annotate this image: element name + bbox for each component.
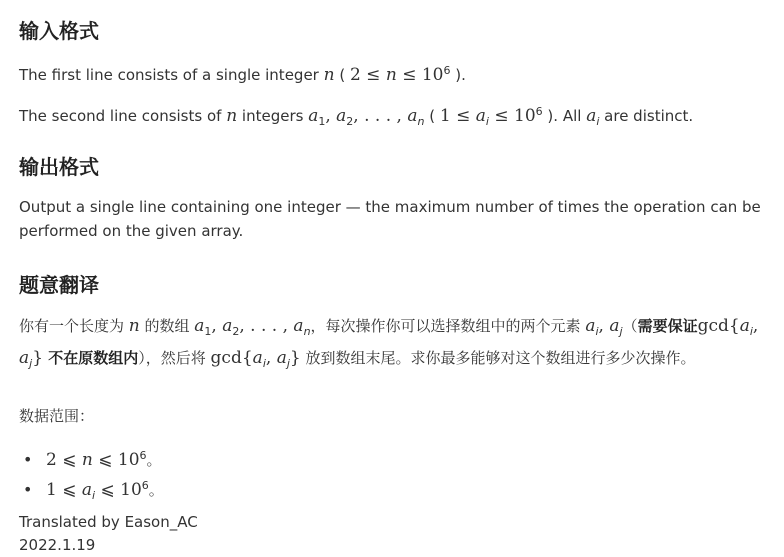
translator-credit: Translated by Eason_AC [19,513,198,531]
le-sign: ≤ [450,106,476,126]
trans-text: 放到数组末尾。求你最多能够对这个数组进行多少次操作。 [300,349,696,367]
output-description: Output a single line containing one integer — the maximum number of times the operation can be performed on the given array. [19,198,761,240]
lower-bound: 2 [46,450,57,470]
paren-close: ). [450,66,466,84]
var-n: n [385,65,397,85]
range-label: 数据范围： [19,407,95,425]
subscript: n [417,115,425,128]
constraint-item: • 1 ⩽ $a_i$ ⩽ $10^6$。 [19,473,164,508]
var-a: a [81,480,93,500]
power-base: 10 [514,106,536,126]
distinct-text: are distinct. [599,107,694,125]
subscript: 1 [318,115,326,128]
translation-date: 2022.1.19 [19,536,96,554]
translation-heading: 题意翻译 [19,273,99,297]
var-a: a [194,316,205,336]
subscript: i [92,489,96,502]
input-format-heading: 输入格式 [19,19,99,43]
lower-bound: 1 [439,106,451,126]
input-line-1-text: The first line consists of a single integer [19,66,324,84]
gcd-fn: gcd [210,348,242,368]
trans-text: ，每次操作你可以选择数组中的两个元素 [310,317,586,335]
constraint-item: • 2 ⩽ n ⩽ $10^6$。 [19,443,164,473]
ellipsis: , . . . , [353,106,408,126]
period: 。 [148,481,164,499]
var-a: a [407,106,418,126]
var-n: n [226,106,238,126]
le-sign: ≤ [396,65,422,85]
gcd-fn: gcd [697,316,729,336]
var-a: a [336,106,347,126]
bold-condition: 不在原数组内 [43,349,139,367]
power-base: 10 [421,65,444,85]
le-sign: ≤ [360,65,386,85]
trans-text: （ [622,317,638,335]
le-sign: ≤ [488,106,515,126]
power-base: 10 [117,450,140,470]
var-a: a [586,106,597,126]
constraints-list [19,443,164,508]
trans-text: ），然后将 [138,349,211,367]
paren-open: ( [334,66,350,84]
var-a: a [308,106,319,126]
lower-bound: 2 [349,65,361,85]
subscript: 2 [346,115,354,128]
lower-bound: 1 [46,480,57,500]
comma: , [325,106,337,126]
bold-condition: 需要保证 [637,317,698,335]
var-n: n [323,65,335,85]
all-text: ). All [542,107,587,125]
power-exp: 6 [139,449,147,462]
period: 。 [146,451,162,469]
power-base: 10 [120,480,142,500]
translation-paragraph: 你有一个长度为 n 的数组 $a_1$, $a_2$, . . . , $a_n$，每次操作你可以选择数组中的两个元素 $a_i$, $a_j$（需要保证$\gcd\{a_i$, $a_j$} 不在原数组内），然后将 $\gcd\{a_i$, $a_j$} 放到数组末尾。求你最多能够对这个数组进行多少次操作。 [19,316,759,370]
paren-open: ( [424,107,440,125]
input-line-1 [19,59,466,87]
var-n: n [128,316,140,336]
output-format-heading: 输出格式 [19,155,99,179]
input-line-2-text: The second line consists of [19,107,227,125]
integers-text: integers [237,107,309,125]
power-exp: 6 [443,64,451,77]
trans-text: 的数组 [139,317,195,335]
trans-text: 你有一个长度为 [19,317,129,335]
input-line-2 [19,100,693,134]
subscript: i [596,115,600,128]
var-a: a [475,106,486,126]
var-n: n [81,450,93,470]
power-exp: 6 [141,479,149,492]
power-exp: 6 [535,105,543,118]
subscript: i [485,115,489,128]
